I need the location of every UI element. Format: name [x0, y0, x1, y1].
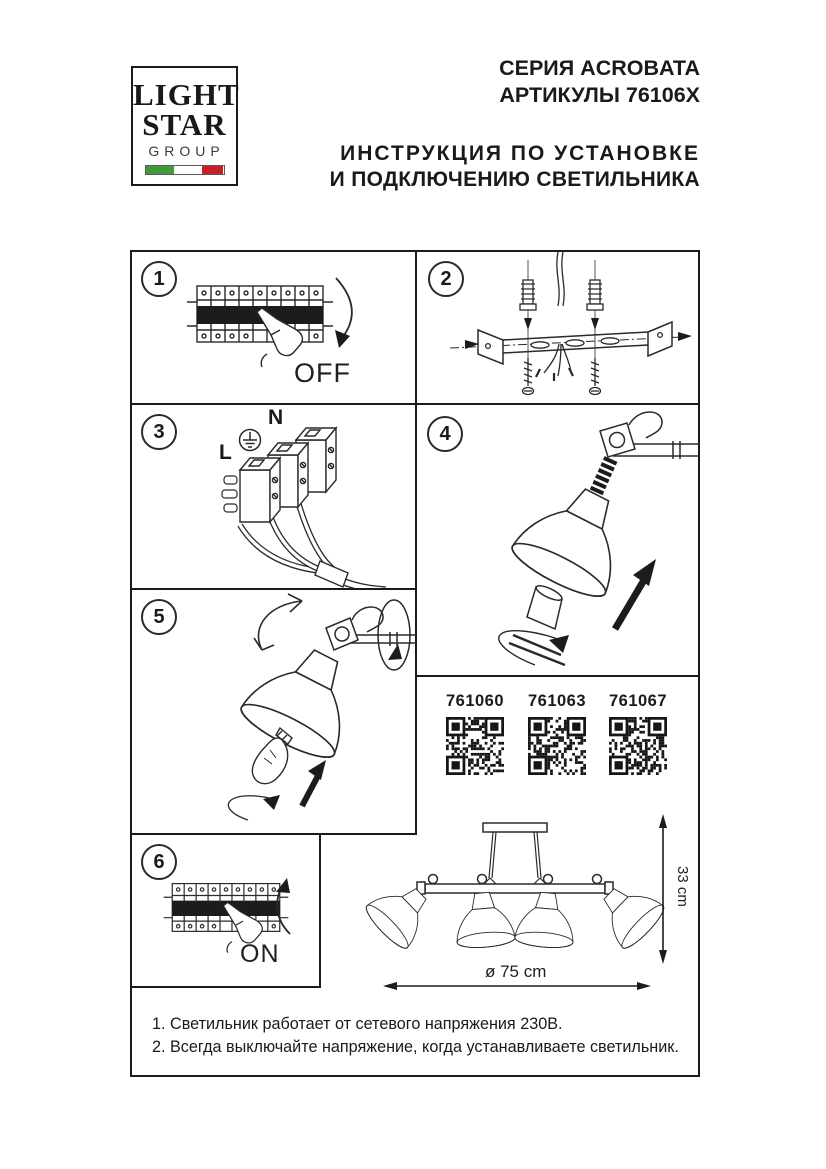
- off-caption: OFF: [294, 358, 351, 388]
- logo-word-group: GROUP: [148, 143, 225, 159]
- fixture-dimensions-drawing: [365, 808, 700, 1003]
- subtitle-line-2: И ПОДКЛЮЧЕНИЮ СВЕТИЛЬНИКА: [329, 168, 700, 191]
- footer-notes: [152, 1013, 682, 1059]
- italian-flag-bar: [145, 165, 225, 175]
- step-number-4: 4: [427, 416, 463, 452]
- height-dimension-label: 33 cm: [674, 866, 691, 907]
- instruction-subtitle: [300, 141, 700, 193]
- step-number-1: 1: [141, 261, 177, 297]
- note-line-2: 2. Всегда выключайте напряжение, когда устанавливаете светильник.: [152, 1038, 679, 1056]
- qr-article-label: 761067: [608, 692, 668, 710]
- qr-code: [528, 717, 586, 775]
- qr-item-761067: [605, 692, 671, 775]
- logo-word-star: STAR: [142, 107, 227, 142]
- line-wire-label: L: [219, 441, 232, 464]
- rotate-down-arrow-icon: [328, 274, 366, 354]
- qr-code: [446, 717, 504, 775]
- subtitle-line-1: ИНСТРУКЦИЯ ПО УСТАНОВКЕ: [340, 142, 700, 165]
- flag-green-segment: [146, 166, 175, 174]
- lightstar-logo: [131, 66, 238, 186]
- height-dimension: [659, 814, 691, 964]
- diameter-dimension-label: ø 75 cm: [485, 962, 547, 981]
- bulb-install-drawing: [130, 588, 417, 833]
- qr-article-label: 761063: [527, 692, 587, 710]
- qr-item-761063: [524, 692, 590, 775]
- slide-arrow-left-icon: [465, 340, 479, 349]
- step-number-3: 3: [141, 414, 177, 450]
- note-line-1: 1. Светильник работает от сетевого напряжения 230В.: [152, 1015, 563, 1033]
- mounting-bracket-drawing: [420, 252, 698, 400]
- diameter-dimension: [383, 962, 651, 990]
- flag-red-segment: [202, 166, 223, 174]
- document-header: [300, 55, 700, 193]
- slide-arrow-right-icon: [678, 332, 692, 341]
- insert-bulb-arrow-icon: [308, 760, 326, 780]
- series-title: СЕРИЯ ACROBATA: [499, 56, 700, 80]
- shade-assembly-drawing: [417, 403, 700, 676]
- step-number-2: 2: [428, 261, 464, 297]
- step-number-6: 6: [141, 844, 177, 880]
- rotate-arm-arrow-icon: [388, 644, 402, 660]
- qr-article-label: 761060: [445, 692, 505, 710]
- logo-word-light: LIGHT: [133, 77, 240, 112]
- articles-title: АРТИКУЛЫ 76106X: [499, 83, 700, 107]
- flag-white-segment: [174, 166, 202, 174]
- qr-code: [609, 717, 667, 775]
- neutral-wire-label: N: [268, 406, 284, 429]
- qr-item-761060: [442, 692, 508, 775]
- on-caption: ON: [240, 940, 280, 968]
- attach-shade-arrow-icon: [633, 559, 656, 586]
- terminal-blocks-drawing: [130, 403, 417, 588]
- step-number-5: 5: [141, 599, 177, 635]
- rotate-up-arrow-icon: [268, 876, 302, 940]
